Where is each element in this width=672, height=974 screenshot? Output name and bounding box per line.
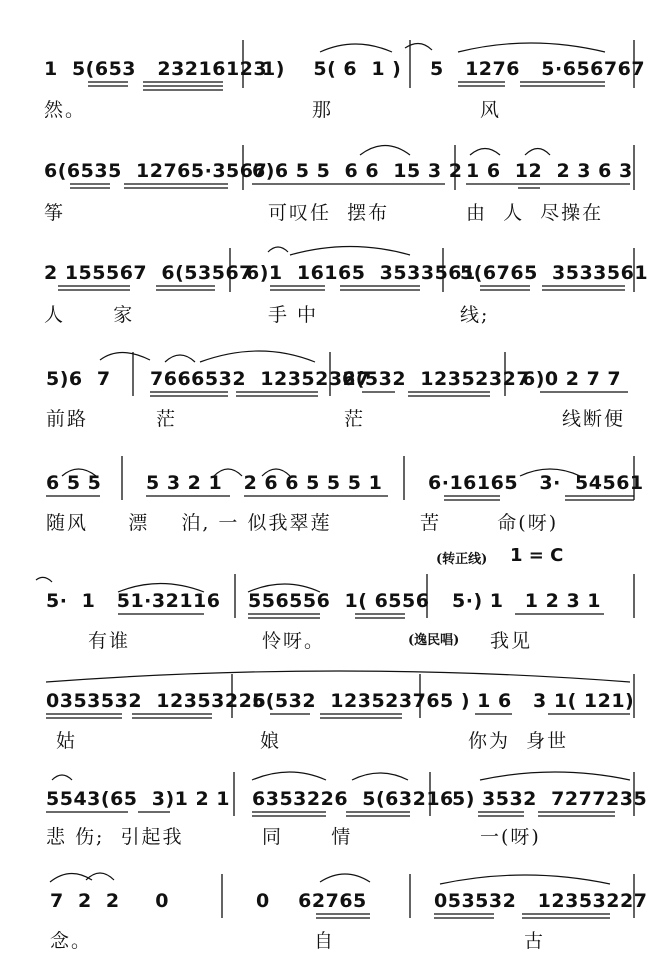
notes-measure: 0 62765 [256,890,367,912]
slur [118,584,204,593]
notes-measure: 6·16165 3· 54561 [428,472,644,494]
slur [214,469,242,476]
notes-measure: 556556 1( 6556 [248,590,430,612]
lyric-text: 筝 [44,202,66,224]
lyric-text: 娘 [260,730,282,752]
lyric-text: 一(呀) [480,826,541,848]
lyric-text: 茫 [156,408,178,430]
notes-measure: 6353226 5(63216 [252,788,454,810]
lyric-text: 线; [460,304,490,326]
slur [262,469,290,476]
slur [480,772,630,780]
lyric-text: 茫 [344,408,366,430]
slur [52,775,72,780]
lyric-text: 然。 [44,99,87,121]
slur [470,149,500,156]
slur [405,43,432,50]
lyric-text: 苦 命(呀) [420,512,559,534]
lyric-text: 我见 [490,630,533,652]
slur [62,469,96,476]
slur [248,584,320,592]
lyric-text: 线断便 [562,408,626,430]
slur [36,577,52,582]
slur [50,873,92,882]
slur [46,671,630,682]
lyric-text: 姑 [56,730,78,752]
slur [352,773,408,780]
slur [360,146,410,156]
slur [520,469,580,476]
notes-measure: 6)6 5 5 6 6 15 3 2 [252,160,463,182]
lyric-text: 那 [312,99,334,121]
lyric-text: 人 家 [44,304,135,326]
notes-measure: 5· 1 51·32116 [46,590,221,612]
lyric-text: 怜呀。 [262,630,326,652]
lyric-text: 有谁 [88,630,131,652]
notes-measure: 6(6535 12765·3567 [44,160,268,182]
lyric-text: 同 情 [262,826,353,848]
notes-measure: 1 6 12 2 3 6 3 [466,160,633,182]
notes-measure: 6 5 5 [46,472,102,494]
lyric-text: 由 人 尽操在 [466,202,604,224]
key-change-label: (转正线) [436,552,488,567]
notes-measure: 053532 12353227 [434,890,648,912]
notes-measure: 5·) 1 1 2 3 1 [452,590,602,612]
lyric-text: 念。 [50,930,93,952]
notes-measure: 5(6765 3533561 [460,262,649,284]
notes-measure: 5 1276 5·656767 [430,58,646,80]
lyric-text: 随风 漂 泊, 一 似我翠莲 [46,512,332,534]
lyric-text: 自 [314,930,336,952]
lyric-text: 前路 [46,408,89,430]
notes-measure: 6)0 2 7 7 [522,368,622,390]
notes-measure: 5 ) 1 6 3 1( 121) [440,690,635,712]
slur [525,149,550,156]
slur [320,44,392,52]
lyric-text: 古 [524,930,546,952]
lyric-text: 风 [480,99,502,121]
lyric-text: 悲 伤; 引起我 [46,826,184,848]
slur [165,355,195,362]
notes-measure: 1) 5( 6 1 ) [262,58,402,80]
slur [268,247,288,252]
notes-measure: 2 155567 6(53567 [44,262,253,284]
notes-measure: 7666532 12352327 [150,368,371,390]
slur [440,875,610,884]
slur [200,351,315,362]
slur [458,43,605,52]
notes-measure: 5)6 7 [46,368,111,390]
notes-measure: 6)1 16165 3533561 [246,262,476,284]
notes-measure: 5) 3532 7277235 [452,788,648,810]
lyric-text: 手 中 [268,304,319,326]
lyric-text: 可叹任 摆布 [268,202,390,224]
slur [252,772,326,780]
notes-measure: 1 5(653 23216123 [44,58,268,80]
notes-measure: 5 3 2 1 2 6 6 5 5 5 1 [146,472,383,494]
slur [100,353,150,361]
slur [320,874,370,882]
notes-measure: 7 2 2 0 [50,890,169,912]
notes-measure: 5(532 12352376 [252,690,441,712]
notes-measure: 5543(65 3)1 2 1 [46,788,231,810]
lyric-text: 你为 身世 [468,730,569,752]
key-signature: 1 = C [510,545,564,566]
notes-measure: 6(532 12352327 [342,368,531,390]
slur [290,247,410,256]
notes-measure: 0353532 12353226 [46,690,267,712]
role-label: (逸民唱) [408,633,460,648]
